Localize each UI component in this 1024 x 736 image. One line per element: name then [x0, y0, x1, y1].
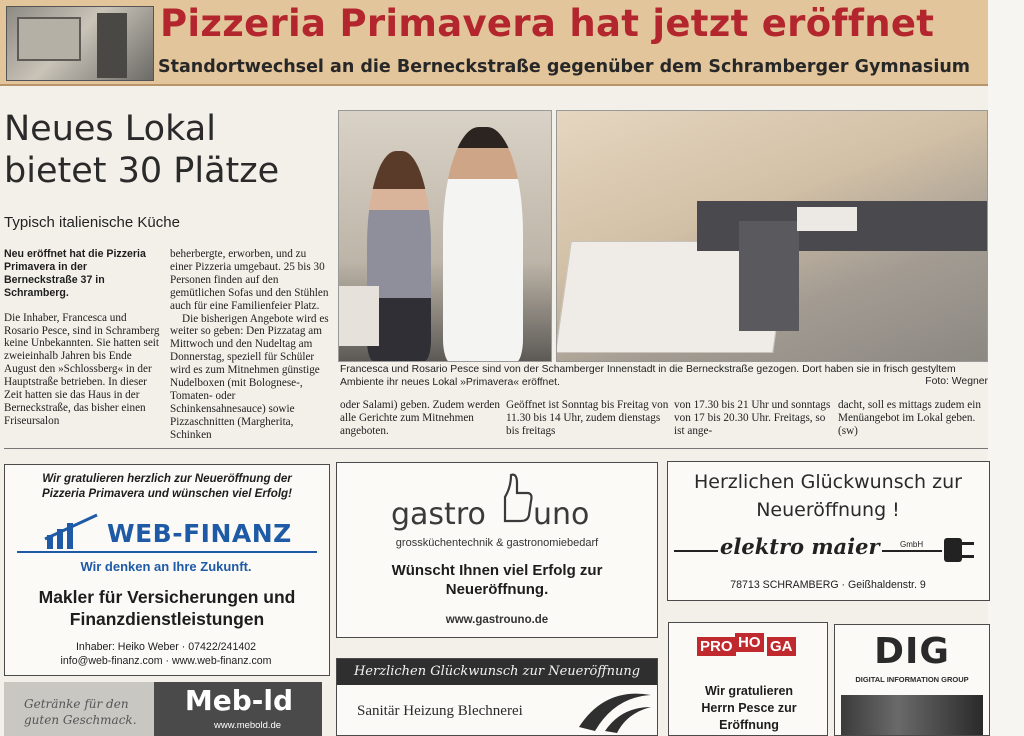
- ad-contact: info@web-finanz.com · www.web-finanz.com: [60, 655, 272, 667]
- page-title: Pizzeria Primavera hat jetzt eröffnet: [160, 2, 935, 45]
- logo-underline: [17, 551, 317, 553]
- ad-services: Sanitär Heizung Blechnerei: [357, 703, 523, 719]
- photo-owners: [338, 110, 552, 362]
- mebold-logo: Meb-ld: [184, 684, 294, 717]
- prohoga-logo-ho: HO: [735, 633, 764, 652]
- webfinanz-logo-text: WEB-FINANZ: [107, 519, 292, 548]
- bar-chart-icon: [43, 513, 103, 553]
- storefront-door: [97, 13, 127, 78]
- article-column-1: [4, 248, 162, 428]
- webfinanz-logo: [13, 509, 321, 555]
- article-column-3: oder Salami) geben. Zudem werden alle Gerichte zum Mitnehmen angeboten.: [340, 399, 500, 437]
- page-subtitle: Standortwechsel an die Berneckstraße gegenüber dem Schramberger Gymnasium: [158, 57, 971, 77]
- ad-heading: Herzlichen Glückwunsch zur Neueröffnung !: [694, 471, 962, 521]
- ad-sanitaer: [336, 658, 658, 736]
- page-margin: [988, 0, 1024, 736]
- gastrouno-logo-right: uno: [533, 497, 590, 532]
- ad-slogan: Wir denken an Ihre Zukunft.: [80, 559, 252, 574]
- ad-web-finanz: [4, 464, 330, 676]
- ad-prohoga: [668, 622, 828, 736]
- section-divider: [4, 448, 988, 449]
- ad-service: Makler für Versicherungen und Finanzdienstleistungen: [38, 587, 296, 629]
- thumbs-up-icon: [499, 471, 533, 523]
- swirl-logo-icon: [575, 687, 655, 735]
- article-column-6: dacht, soll es mittags zudem ein Menüangebot im Lokal geben. (sw): [838, 399, 981, 437]
- article-headline: [4, 108, 334, 192]
- article-column-4: Geöffnet ist Sonntag bis Freitag von 11.30 bis 14 Uhr, zudem dienstags bis freitags: [506, 399, 669, 437]
- ad-address: 78713 SCHRAMBERG · Geißhaldenstr. 9: [730, 579, 926, 591]
- prohoga-logo-pro: PRO: [697, 637, 736, 656]
- storefront-window: [17, 17, 81, 61]
- article-paragraph: Die Inhaber, Francesca und Rosario Pesce, sind in Schramberg keine Unbekannten. Sie hatten seit zweieinhalb Jahren bis Ende August den »Schlossberg« in der Hauptstraße betrieben. In dieser Zeit hatten sie das Haus in der Berneckstraße, das bisher einen Friseursalon: [4, 311, 160, 427]
- ad-gastrouno: [336, 462, 658, 638]
- headline-line-1: Neues Lokal: [4, 109, 216, 149]
- photo-back-table: [797, 207, 857, 231]
- gastrouno-logo: [391, 497, 611, 537]
- dig-image-strip: [841, 695, 983, 735]
- headline-line-2: bietet 30 Plätze: [4, 151, 280, 191]
- prohoga-logo-ga: GA: [767, 637, 796, 656]
- elektro-maier-logo-text: elektro maier: [720, 534, 880, 559]
- ad-text: Wir gratulieren Herrn Pesce zur Eröffnung: [701, 684, 797, 732]
- header-photo-storefront: [6, 6, 154, 81]
- person-rosario: [443, 127, 523, 362]
- ad-wish: Wünscht Ihnen viel Erfolg zur Neueröffnung.: [391, 562, 603, 598]
- ad-congrats-text: Wir gratulieren herzlich zur Neueröffnung der Pizzeria Primavera und wünschen viel Erfolg!: [42, 472, 292, 500]
- photo-table: [339, 286, 379, 346]
- photo-chair: [739, 221, 799, 331]
- article-column-5: von 17.30 bis 21 Uhr und sonntags von 17 bis 20.30 Uhr. Freitags, so ist ange-: [674, 399, 831, 437]
- photo-credit: Foto: Wegner: [925, 376, 988, 387]
- dig-subtitle: DIGITAL INFORMATION GROUP: [855, 675, 969, 684]
- ad-banner-text: Herzlichen Glückwunsch zur Neueröffnung: [353, 664, 641, 679]
- ad-elektro-maier: [667, 461, 990, 601]
- prohoga-logo: [697, 633, 801, 659]
- ad-text: Getränke für den guten Geschmack.: [24, 697, 137, 727]
- article-column-2: [170, 248, 330, 442]
- article-lead: Neu eröffnet hat die Pizzeria Primavera in der Berneckstraße 37 in Schramberg.: [4, 248, 146, 299]
- ad-mebold: [4, 682, 322, 736]
- elektro-maier-logo: [674, 532, 984, 568]
- photo-caption: Francesca und Rosario Pesce sind von der Schamberger Innenstadt in die Berneckstraße gezogen. Dort haben sie in frisch gestyltem Ambiente ihr neues Lokal »Primavera« eröffnet.: [340, 364, 956, 388]
- article-subheadline: Typisch italienische Küche: [4, 214, 180, 231]
- photo-restaurant-interior: [556, 110, 988, 362]
- article-paragraph: Die bisherigen Angebote wird es weiter so geben: Den Pizzatag am Mittwoch und den Nudeltag am Donnerstag, speziell für Schüler wird es zum Mitnehmen günstige Nudelboxen (mit Bolognese-, Tomaten- oder Schinkensahnesauce) sowie Pizzaschnitten (Margherita, Schinken: [170, 312, 329, 441]
- ad-tagline: grossküchentechnik & gastronomiebedarf: [395, 537, 599, 549]
- ad-dig: [834, 624, 990, 736]
- ad-url: www.gastrouno.de: [445, 614, 549, 626]
- plug-icon: [940, 532, 980, 568]
- dig-logo: DIG: [874, 631, 950, 672]
- ad-owner-phone: Inhaber: Heiko Weber · 07422/241402: [75, 641, 257, 653]
- article-paragraph: beherbergte, erworben, und zu einer Pizzeria umgebaut. 25 bis 30 Personen finden auf den gemütlichen Sofas und den Stühlen auch für eine Familienfeier Platz.: [170, 248, 329, 312]
- gastrouno-logo-left: gastro: [391, 497, 486, 532]
- elektro-maier-gmbh: GmbH: [900, 540, 924, 549]
- ad-url: www.mebold.de: [214, 720, 282, 731]
